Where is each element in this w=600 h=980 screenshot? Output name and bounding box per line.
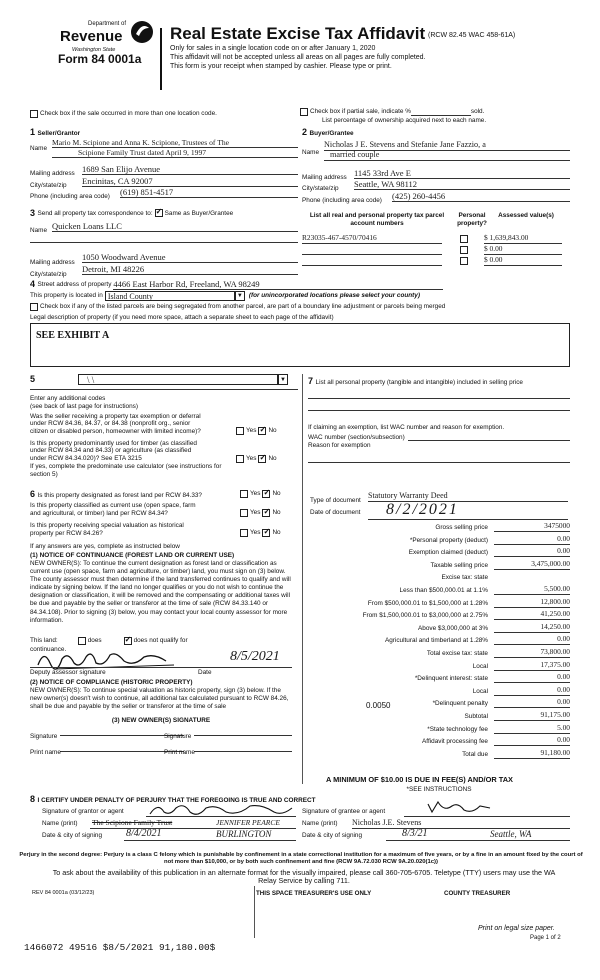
buyer-address-field[interactable]: 1145 33rd Ave E [354, 168, 570, 179]
grantor-name-print-2[interactable]: JENNIFER PEARCE [216, 818, 280, 827]
tax-row-value[interactable]: 0.00 [494, 535, 570, 545]
tax-row-value[interactable]: 5.00 [494, 724, 570, 734]
segregated-row [30, 303, 445, 311]
s6-q2-no-checkbox[interactable] [262, 509, 270, 517]
grantor-date[interactable]: 8/4/2021 [126, 828, 162, 839]
parcel-assessed-field[interactable]: $ 1,639,843.00 [484, 234, 562, 244]
header-line-1: Only for sales in a single location code on or after January 1, 2020 [170, 45, 376, 52]
section-5-number: 5 [30, 374, 36, 384]
s5-line-1: Enter any additional codes [30, 395, 106, 402]
perjury-notice: Perjury in the second degree: Perjury is a class C felony which is punishable by confinement in a state correctional institution for a maximum of five years, or by a fine in an amount fixed by the court of not more than $10,000, or by both such confinement and fine (RCW 9A.72.030 RCW 9A.20.020(1c)) [19, 852, 583, 865]
s6-q3-answer [240, 529, 281, 537]
does-label: does [87, 637, 102, 645]
does-not-label: does not qualify for [133, 637, 188, 645]
use-code-dropdown-icon[interactable]: ▼ [278, 374, 288, 385]
tax-row-value[interactable]: 91,175.00 [494, 711, 570, 721]
corr-name-label: Name [30, 227, 48, 234]
yes-label: Yes [250, 509, 261, 517]
yes-label: Yes [246, 455, 257, 463]
s5-q2d: If yes, complete the predominate use calculator (see instructions for [30, 463, 222, 470]
s5-q2e: section 5) [30, 471, 58, 478]
s5-q1c: citizen or disabled person, homeowner with limited income)? [30, 428, 201, 435]
doc-date-label: Date of document [310, 509, 361, 516]
parcel-number-field[interactable] [302, 256, 442, 266]
grantor-sig-line[interactable] [146, 816, 296, 817]
does-qualify-checkbox[interactable] [78, 637, 86, 645]
s5-q1b: under RCW 84.36, 84.37, or 84.38 (nonprofit org., senior [30, 420, 191, 427]
grantee-name-print[interactable]: Nicholas J.E. Stevens [352, 818, 570, 829]
seller-name-label: Name [30, 145, 48, 152]
minimum-due-note: A MINIMUM OF $10.00 IS DUE IN FEE(S) AND/OR TAX [326, 775, 513, 784]
no-label: No [268, 427, 277, 435]
continuance-label: continuance. [30, 646, 67, 653]
s6-q2-answer [240, 509, 281, 517]
partial-sale-label: Check box if partial sale, indicate % [310, 108, 411, 116]
parcel-table [302, 212, 570, 274]
street-field[interactable]: 4466 East Harbor Rd, Freeland, WA 98249 [113, 279, 443, 290]
seller-city-label: City/state/zip [30, 182, 67, 189]
tax-row-label: Exemption claimed (deduct) [408, 549, 488, 557]
s7-heading: 7 List all personal property (tangible and intangible) included in selling price [308, 376, 523, 386]
assessor-date-label: Date [198, 669, 212, 676]
form-number: Form 84 0001a [58, 52, 142, 66]
s5-q2b: under RCW 84.34 and 84.33) or agriculture (as classified [30, 447, 192, 454]
grantee-name-label: Name (print) [302, 820, 338, 827]
parcel-number-field[interactable]: R23035-467-4570/70416 [302, 234, 442, 244]
tax-row-label: Local [472, 662, 488, 670]
seller-name-line-2[interactable]: Scipione Family Trust dated April 9, 1997 [52, 148, 298, 158]
legal-paper-note: Print on legal size paper. [478, 925, 555, 932]
parcel-row [302, 256, 570, 264]
tax-row-label: From $1,500,000.01 to $3,000,000 at 2.75% [362, 612, 488, 620]
signature-label: Signature [164, 733, 192, 740]
tax-row-value[interactable]: 41,250.00 [494, 610, 570, 620]
notice-3-heading: (3) NEW OWNER(S) SIGNATURE [111, 717, 211, 724]
section-7 [308, 376, 570, 456]
s6-q3-yes-checkbox[interactable] [240, 529, 248, 537]
yes-label: Yes [250, 490, 261, 498]
dor-logo-mark-icon [130, 20, 154, 44]
parcel-header-assessed: Assessed value(s) [498, 212, 554, 219]
legal-description-text: SEE EXHIBIT A [36, 330, 110, 341]
s6-note: If any answers are yes, complete as instructed below [30, 543, 180, 550]
no-label: No [272, 490, 281, 498]
corr-name-extra-line [30, 242, 298, 243]
section-8 [30, 794, 570, 850]
page-number: Page 1 of 2 [530, 935, 561, 941]
segregated-label: Check box if any of the listed parcels are being segregated from another parcel, are part of a boundary line adjustment or parcels being merged [40, 303, 446, 311]
county-dropdown-icon[interactable]: ▼ [235, 291, 245, 301]
seller-heading: 1 Seller/Grantor [30, 127, 81, 137]
section-5 [30, 374, 298, 486]
buyer-phone-field[interactable]: (425) 260-4456 [392, 191, 570, 202]
s6-q1-no-checkbox[interactable] [262, 490, 270, 498]
parcel-header-number: List all real and personal property tax parcel account numbers [309, 212, 445, 227]
grantor-date-label: Date & city of signing [42, 832, 103, 839]
s6-q1-answer [240, 490, 281, 498]
partial-sale-check [300, 108, 484, 116]
wac-intro: If claiming an exemption, list WAC number and reason for exemption. [308, 424, 505, 431]
tax-row-value[interactable]: 3,475,000.00 [494, 560, 570, 570]
wac-number-label: WAC number (section/subsection) [308, 434, 405, 441]
grantee-city[interactable]: Seattle, WA [490, 829, 532, 839]
tax-row-label: Local [472, 687, 488, 695]
tax-row-value[interactable]: 0.00 [494, 673, 570, 683]
seller-name-line-1[interactable]: Mario M. Scipione and Anna K. Scipione, Trustees of The [52, 138, 298, 148]
s6-q3b: property per RCW 84.26? [30, 530, 103, 537]
tax-row-value[interactable]: 0.00 [494, 547, 570, 557]
buyer-name-label: Name [302, 149, 320, 156]
grantee-date[interactable]: 8/3/21 [402, 828, 428, 839]
s5-q2c: under RCW 84.34.020)? See ETA 3215 [30, 455, 142, 462]
same-as-buyer-label: Same as Buyer/Grantee [164, 209, 234, 217]
parcel-header-personal: Personal property? [457, 212, 487, 227]
tax-row-label: Less than $500,000.01 at 1.1% [399, 587, 488, 594]
multi-location-checkbox[interactable] [30, 110, 38, 118]
location-label: This property is located in [30, 292, 103, 300]
tax-row-label: Gross selling price [435, 524, 488, 531]
treasurer-space-label: THIS SPACE TREASURER'S USE ONLY [256, 890, 372, 897]
s5-q1-no-checkbox[interactable] [258, 427, 266, 435]
no-label: No [268, 455, 277, 463]
partial-sale-percent-field[interactable] [411, 109, 471, 116]
s8-heading: 8 I CERTIFY UNDER PENALTY OF PERJURY THAT THE FOREGOING IS TRUE AND CORRECT [30, 794, 316, 804]
owner-sig-line-2[interactable] [194, 735, 292, 736]
does-not-qualify-checkbox[interactable] [124, 637, 132, 645]
header-line-2: This affidavit will not be accepted unless all areas on all pages are fully completed. [170, 54, 426, 61]
same-as-buyer-checkbox[interactable] [155, 209, 163, 217]
tax-row-label: Total excise tax: state [426, 650, 488, 657]
corr-address-label: Mailing address [30, 259, 75, 266]
seller-phone-label: Phone (including area code) [30, 193, 110, 200]
s5-q2-no-checkbox[interactable] [258, 455, 266, 463]
county-treasurer-label: COUNTY TREASURER [444, 890, 511, 897]
seller-phone-field[interactable]: (619) 851-4517 [120, 187, 298, 198]
tax-row-value[interactable]: 3475000 [494, 522, 570, 532]
land-label: This land: [30, 637, 58, 645]
assessor-signature-line [30, 667, 292, 668]
header-line-3: This form is your receipt when stamped by cashier. Please type or print. [170, 63, 392, 70]
s6-q3a: Is this property receiving special valuation as historical [30, 522, 184, 529]
s5-q1-yes-checkbox[interactable] [236, 427, 244, 435]
wa-state-label: Washington State [72, 47, 116, 53]
s6-q2b: and agricultural, or timber) land per RCW 84.34? [30, 510, 168, 517]
seller-address-field[interactable]: 1689 San Elijo Avenue [82, 164, 298, 175]
seller-city-field[interactable]: Encinitas, CA 92007 [82, 176, 298, 187]
multi-location-label: Check box if the sale occurred in more than one location code. [40, 110, 217, 118]
tax-row-label: *Personal property (deduct) [409, 536, 488, 544]
tax-row-label: From $500,000.01 to $1,500,000 at 1.28% [367, 599, 488, 607]
dept-of-label: Department of [88, 21, 127, 27]
doc-type-field[interactable]: Statutory Warranty Deed [368, 491, 568, 502]
multi-location-check [30, 110, 217, 118]
segregated-checkbox[interactable] [30, 303, 38, 311]
form-title: Real Estate Excise Tax Affidavit [170, 24, 426, 43]
parcel-personal-checkbox[interactable] [460, 235, 468, 243]
partial-sale-sold-label: sold. [470, 108, 485, 116]
personal-property-line[interactable] [308, 410, 570, 411]
personal-property-line[interactable] [308, 398, 570, 399]
s6-q1: 6 Is this property designated as forest land per RCW 84.33? [30, 489, 202, 499]
wac-reason-label: Reason for exemption [308, 442, 371, 449]
s5-q1-answer [236, 427, 277, 435]
doc-type-label: Type of document [310, 497, 361, 504]
no-label: No [272, 509, 281, 517]
s5-q2-yes-checkbox[interactable] [236, 455, 244, 463]
buyer-city-field[interactable]: Seattle, WA 98112 [354, 179, 570, 190]
land-qualify-row [30, 637, 188, 645]
s6-q2-yes-checkbox[interactable] [240, 509, 248, 517]
buyer-name-line-1[interactable]: Nicholas J E. Stevens and Stefanie Jane Fazzio, a [324, 140, 570, 151]
recording-stamp: 1466072 49516 $8/5/2021 91,180.00$ [24, 942, 216, 953]
tax-row-label: Subtotal [464, 713, 488, 720]
grantee-sig-line[interactable] [404, 816, 570, 817]
notice-1-text: NEW OWNER(S): To continue the current designation as forest land or classification as current use (open space, farm and agriculture, or timber) land, you must sign on (3) below. The county assessor must then determine if the land transferred continues to qualify and will indicate by signing below. If the land no longer qualifies or you do not wish to continue the designation or classification, it will be removed and the compensating or additional taxes will be due and payable by the seller or transferor at the time of sale (RCW 84.33.140 or 84.34.108). Prior to signing (3) below, you may contact your local county assessor for more information. [30, 560, 291, 624]
parcel-row [302, 234, 570, 242]
seller-address-label: Mailing address [30, 170, 75, 177]
parcel-personal-checkbox[interactable] [460, 257, 468, 265]
county-select[interactable]: Island County [105, 291, 235, 301]
grantor-city[interactable]: BURLINGTON [216, 829, 272, 839]
notice-1-heading: (1) NOTICE OF CONTINUANCE (FOREST LAND OR CURRENT USE) [30, 552, 235, 559]
buyer-phone-label: Phone (including area code) [302, 197, 382, 204]
tax-row-label: Excise tax: state [441, 574, 488, 582]
s6-q3-no-checkbox[interactable] [262, 529, 270, 537]
buyer-name-line-2[interactable]: married couple [324, 150, 570, 161]
revenue-wordmark: Revenue [60, 28, 123, 45]
tax-calculation [308, 521, 570, 764]
corr-city-field[interactable]: Detroit, MI 48226 [82, 264, 298, 275]
tax-row-value[interactable]: 5,500.00 [494, 585, 570, 595]
partial-sale-checkbox[interactable] [300, 108, 308, 116]
tax-row-label: Total due [462, 750, 488, 758]
notice-2-heading: (2) NOTICE OF COMPLIANCE (HISTORIC PROPERTY) [30, 679, 193, 686]
header-divider [160, 28, 162, 90]
doc-date-field[interactable]: 8/2/2021 [368, 500, 568, 520]
column-divider [302, 374, 303, 784]
tax-row-value[interactable]: 14,250.00 [494, 623, 570, 633]
parcel-number-field[interactable] [302, 245, 442, 255]
corr-city-label: City/state/zip [30, 271, 67, 278]
signature-label: Signature [30, 733, 58, 740]
tax-row-value [494, 572, 570, 582]
yes-label: Yes [250, 529, 261, 537]
alt-format-notice: To ask about the availability of this publication in an alternate format for the visually impaired, please call 360-705-6705. Teletype (TTY) users may use the WA Relay Service by calling 711. [52, 868, 556, 886]
use-code-select[interactable]: \ \ [78, 374, 278, 385]
yes-label: Yes [246, 427, 257, 435]
treasurer-divider [254, 886, 255, 938]
tax-row-value[interactable]: 12,800.00 [494, 598, 570, 608]
tax-row-label: *State technology fee [427, 725, 488, 733]
s5-line-2: (see back of last page for instructions) [30, 403, 138, 410]
corr-address-field[interactable]: 1050 Woodward Avenue [82, 252, 298, 263]
assessor-date: 8/5/2021 [230, 649, 280, 664]
s5-q2a: Is this property predominantly used for timber (as classified [30, 440, 197, 447]
s5-q2-answer [236, 455, 277, 463]
print-name-label: Print name [30, 749, 61, 756]
partial-sale-note: List percentage of ownership acquired next to each name. [322, 117, 487, 124]
wac-number-field[interactable] [408, 440, 570, 441]
tax-row-value[interactable]: 17,375.00 [494, 661, 570, 671]
corr-name-field[interactable]: Quicken Loans LLC [52, 221, 298, 232]
local-rate: 0.0050 [366, 701, 391, 710]
buyer-city-label: City/state/zip [302, 185, 339, 192]
legal-description-box[interactable] [30, 323, 570, 367]
tax-row-label: *Delinquent interest: state [414, 675, 488, 683]
parcel-row [302, 245, 570, 253]
parcel-assessed-field[interactable]: $ 0.00 [484, 245, 562, 255]
tax-row-value[interactable]: 0.00 [494, 686, 570, 696]
grantor-date-line [124, 840, 296, 841]
tax-row-label: Above $3,000,000 at 3% [418, 624, 488, 632]
tax-row-label: Taxable selling price [430, 561, 488, 569]
tax-row-label: *Delinquent penalty [432, 700, 488, 708]
grantee-date-label: Date & city of signing [302, 832, 363, 839]
street-label: Street address of property [37, 280, 112, 288]
tax-row-value[interactable]: 0.00 [494, 736, 570, 746]
revision-code: REV 84 0001a (03/12/23) [32, 890, 95, 896]
parcel-assessed-field[interactable]: $ 0.00 [484, 256, 562, 266]
tax-row-label: Affidavit processing fee [422, 738, 488, 746]
legal-label: Legal description of property (if you need more space, attach a separate sheet to each page of the affidavit) [30, 314, 334, 321]
tax-row-value[interactable]: 0.00 [494, 635, 570, 645]
grantor-name-print[interactable]: The Scipione Family Trust [92, 818, 173, 827]
grantee-date-line [386, 840, 570, 841]
no-label: No [272, 529, 281, 537]
see-instructions: *SEE INSTRUCTIONS [406, 786, 472, 793]
tax-row-value[interactable]: 73,800.00 [494, 648, 570, 658]
tax-row-label: Agricultural and timberland at 1.28% [384, 637, 488, 645]
correspondence-heading: 3 Send all property tax correspondence to: ✓ Same as Buyer/Grantee [30, 208, 233, 219]
buyer-address-label: Mailing address [302, 174, 347, 181]
grantor-sig-label: Signature of grantor or agent [42, 808, 124, 815]
grantee-sig-label: Signature of grantee or agent [302, 808, 386, 815]
section-6 [30, 489, 298, 779]
buyer-heading: 2 Buyer/Grantee [302, 127, 354, 137]
tax-row-value[interactable]: 0.00 [494, 698, 570, 708]
grantor-name-label: Name (print) [42, 820, 78, 827]
property-section [30, 279, 570, 369]
notice-2-text: NEW OWNER(S): To continue special valuation as historic property, sign (3) below. If the new owner(s) doesn't wish to continue, all additional tax calculated pursuant to RCW 84.26, shall be due and payable by the seller or transferor at the time of sale [30, 687, 289, 711]
s6-q2a: Is this property classified as current use (open space, farm [30, 502, 196, 509]
wac-reason-line[interactable] [308, 462, 570, 463]
location-note: (for unincorporated locations please select your county) [248, 292, 420, 300]
tax-row-value[interactable]: 91,180.00 [494, 749, 570, 759]
owner-print-line-2[interactable] [194, 751, 292, 752]
assessor-signature-label: Deputy assessor signature [30, 669, 106, 676]
s5-q1a: Was the seller receiving a property tax exemption or deferral [30, 413, 201, 420]
print-name-label: Print name [164, 749, 195, 756]
grantee-signature-image [424, 798, 504, 816]
parcel-personal-checkbox[interactable] [460, 246, 468, 254]
form-rcw: (RCW 82.45 WAC 458-61A) [428, 32, 516, 39]
location-row [30, 291, 420, 301]
correspondence-section [30, 208, 298, 278]
street-row: 4 Street address of property 4466 East Harbor Rd, Freeland, WA 98249 [30, 279, 443, 290]
s6-q1-yes-checkbox[interactable] [240, 490, 248, 498]
additional-codes-line [30, 389, 298, 390]
